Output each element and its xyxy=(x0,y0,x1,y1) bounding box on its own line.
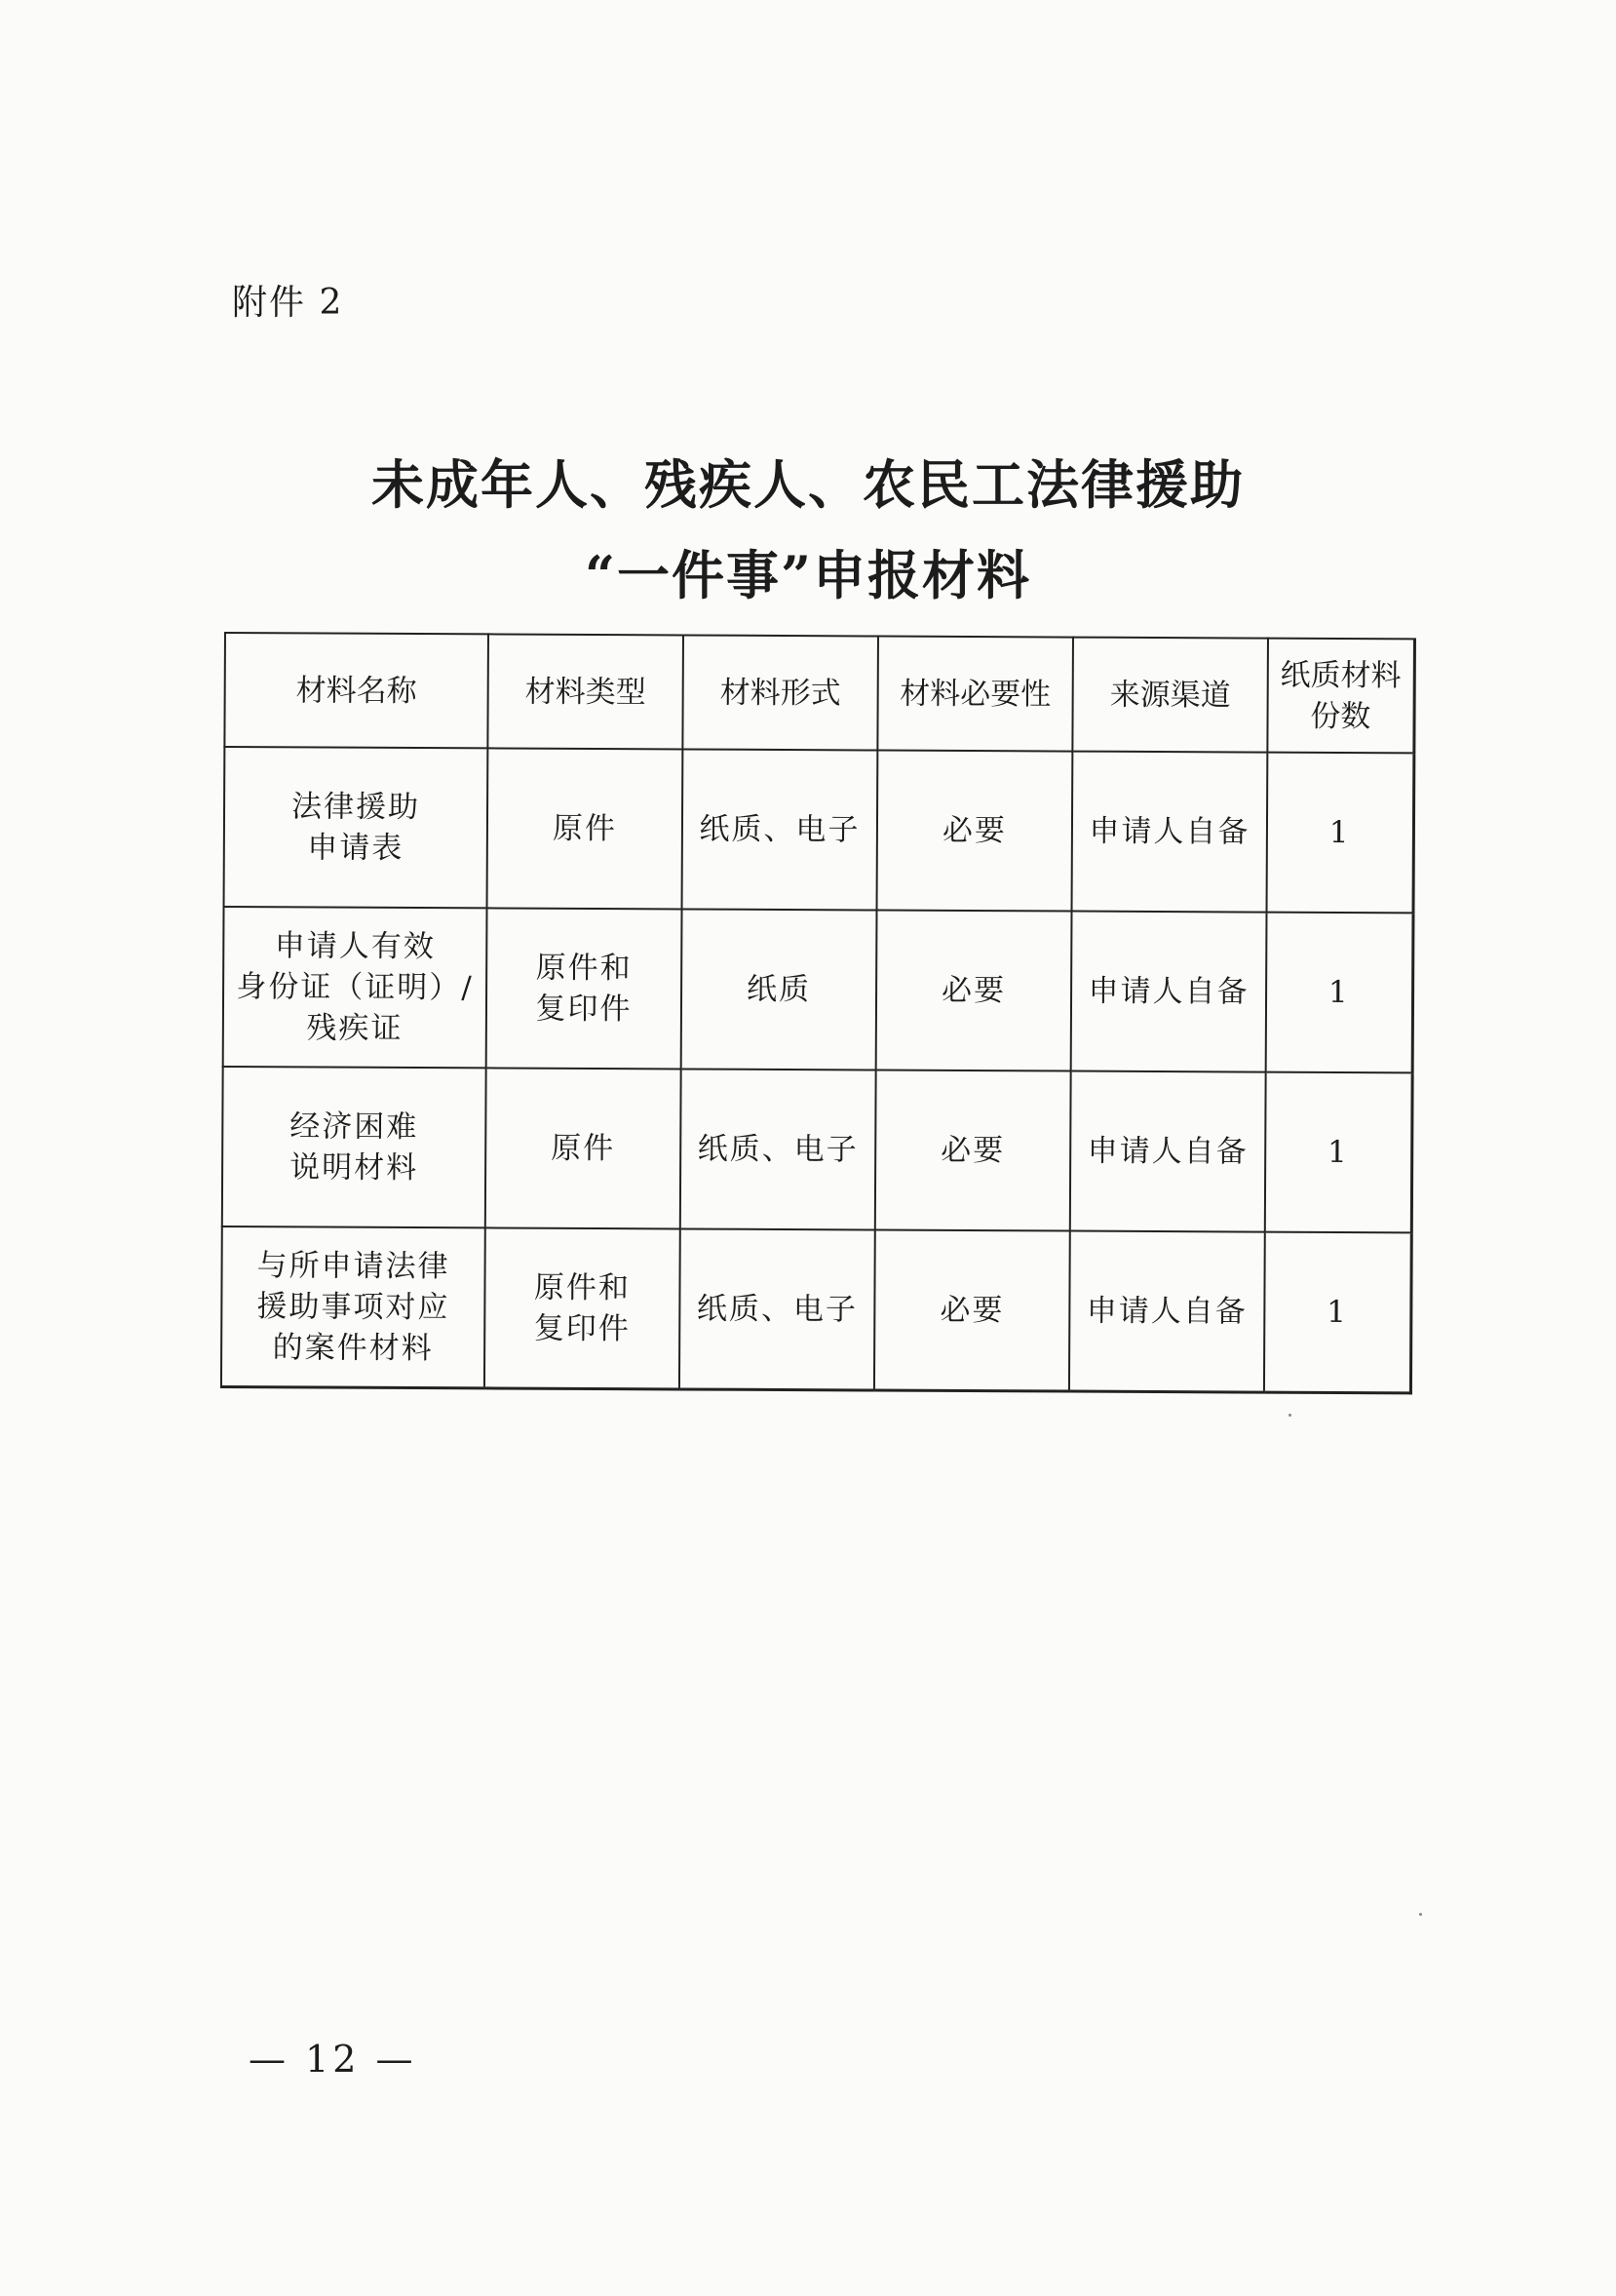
cell-source-channel: 申请人自备 xyxy=(1070,1071,1266,1232)
cell-material-form: 纸质、电子 xyxy=(679,1228,875,1390)
cell-paper-copies: 1 xyxy=(1266,913,1413,1073)
cell-material-necessity: 必要 xyxy=(874,1230,1070,1392)
cell-material-form: 纸质、电子 xyxy=(680,1069,876,1229)
cell-paper-copies: 1 xyxy=(1265,1072,1412,1233)
cell-material-name: 与所申请法律 援助事项对应 的案件材料 xyxy=(221,1226,485,1388)
cell-material-name: 申请人有效 身份证（证明）/ 残疾证 xyxy=(223,907,487,1068)
table-header-row xyxy=(224,633,1414,753)
table-row xyxy=(221,1226,1411,1393)
cell-paper-copies: 1 xyxy=(1264,1232,1411,1393)
cell-source-channel: 申请人自备 xyxy=(1071,912,1267,1072)
page-number: — 12 — xyxy=(249,2038,417,2081)
table-row xyxy=(223,907,1413,1072)
table-row xyxy=(222,1067,1412,1232)
cell-paper-copies: 1 xyxy=(1267,753,1414,914)
cell-material-form: 纸质、电子 xyxy=(682,749,878,910)
cell-source-channel: 申请人自备 xyxy=(1069,1231,1265,1393)
materials-table xyxy=(220,632,1416,1394)
cell-material-name: 经济困难 说明材料 xyxy=(222,1067,486,1227)
cell-material-form: 纸质 xyxy=(681,909,877,1070)
cell-material-type: 原件和 复印件 xyxy=(486,908,682,1069)
cell-material-type: 原件 xyxy=(487,748,683,909)
document-title-line-2: “一件事”申报材料 xyxy=(584,544,1032,606)
cell-material-necessity: 必要 xyxy=(876,911,1072,1071)
header-source-channel: 来源渠道 xyxy=(1072,638,1268,753)
header-material-name: 材料名称 xyxy=(224,633,488,748)
attachment-label: 附件 2 xyxy=(232,283,344,323)
cell-material-name: 法律援助 申请表 xyxy=(224,747,488,908)
cell-source-channel: 申请人自备 xyxy=(1072,752,1268,913)
table-row xyxy=(224,747,1414,913)
header-material-type: 材料类型 xyxy=(487,634,683,749)
cell-material-necessity: 必要 xyxy=(875,1070,1071,1231)
header-paper-copies: 纸质材料 份数 xyxy=(1267,639,1414,754)
header-material-form: 材料形式 xyxy=(682,635,878,750)
cell-material-type: 原件和 复印件 xyxy=(484,1227,680,1389)
document-title-line-1: 未成年人、残疾人、农民工法律援助 xyxy=(371,453,1245,516)
cell-material-necessity: 必要 xyxy=(877,751,1073,912)
scan-speck xyxy=(1419,1913,1422,1916)
cell-material-type: 原件 xyxy=(485,1068,681,1228)
scan-speck xyxy=(1289,1414,1291,1417)
header-material-necessity: 材料必要性 xyxy=(877,637,1073,752)
